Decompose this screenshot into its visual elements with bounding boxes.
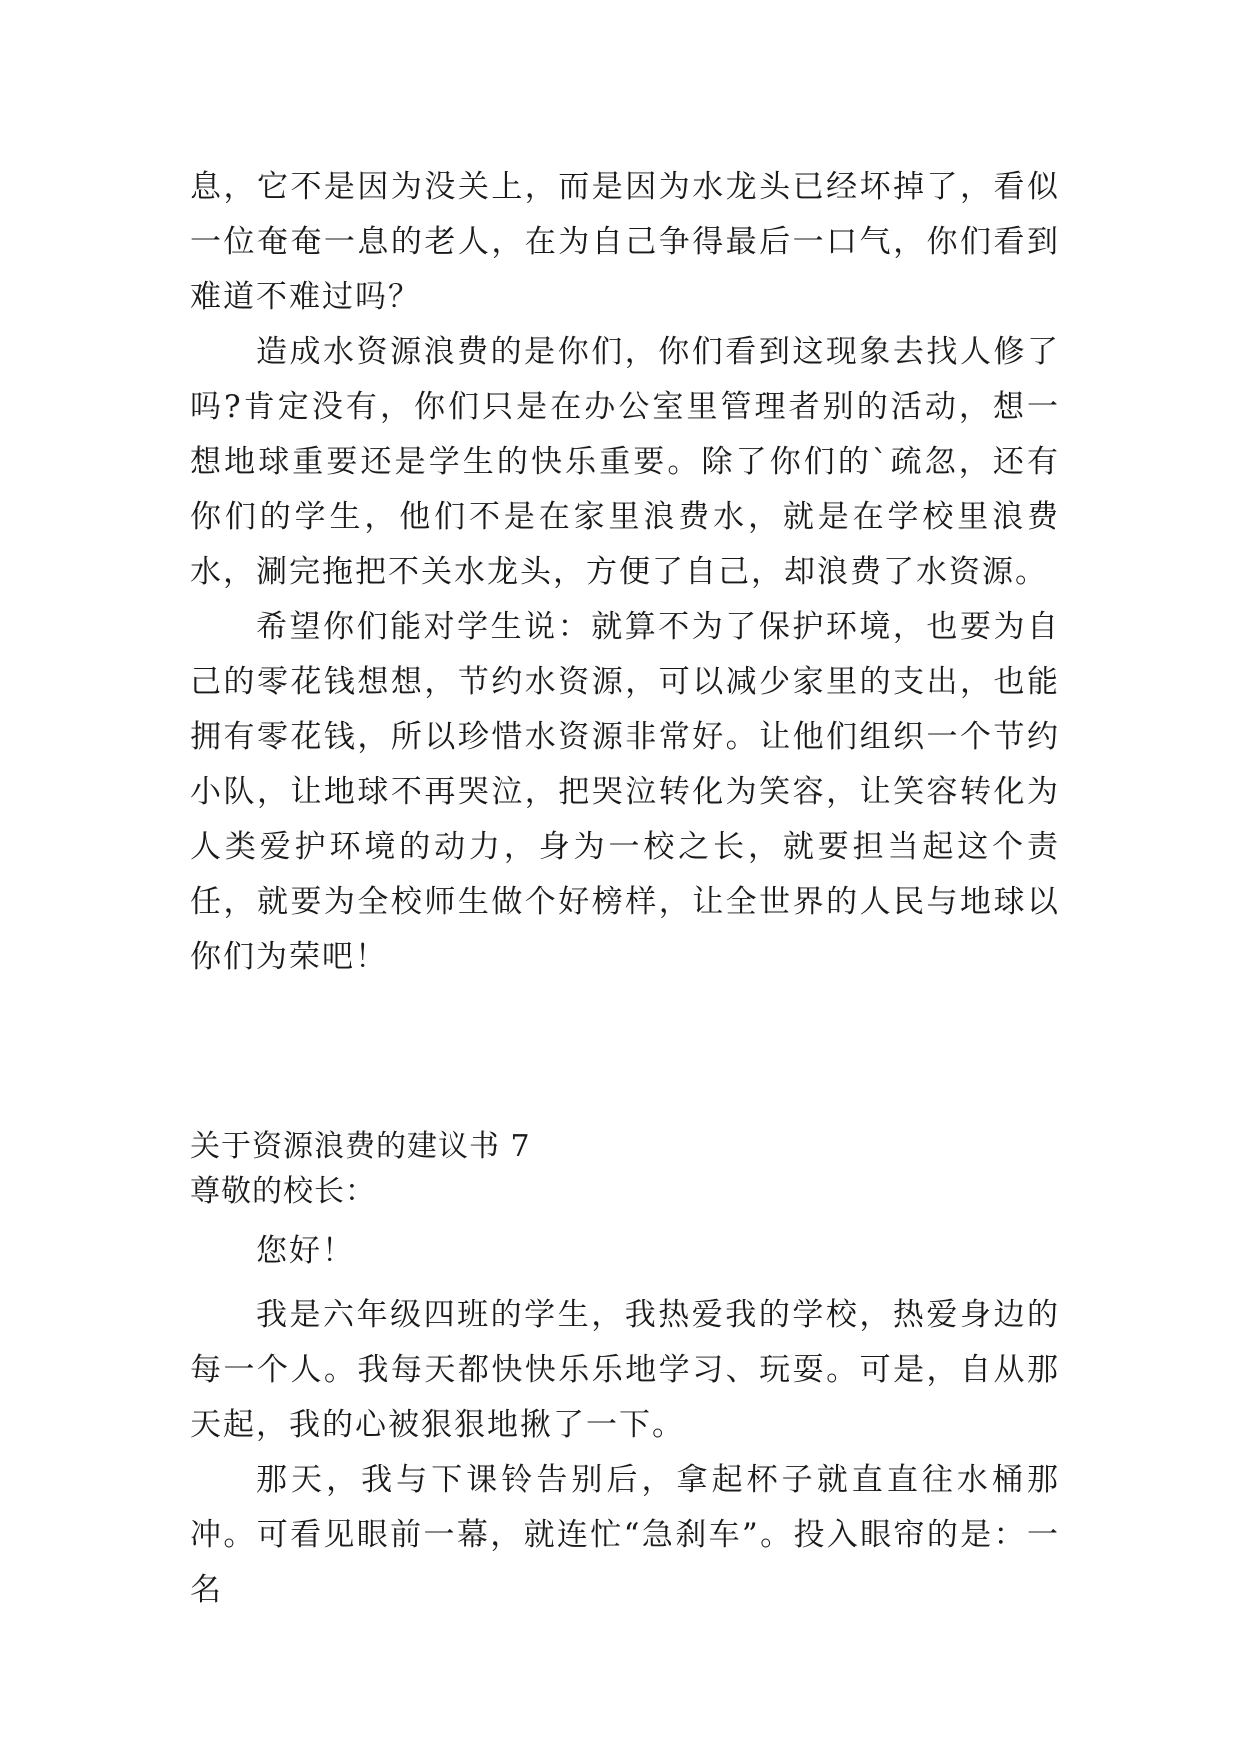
section-title: 关于资源浪费的建议书 7 [190,1129,531,1164]
salutation: 尊敬的校长： [190,1174,376,1209]
letter-body-continued [190,160,1060,985]
paragraph: 我是六年级四班的学生，我热爱我的学校，热爱身边的每一个人。我每天都快快乐乐地学习、玩耍。可是，自从那天起，我的心被狠狠地揪了一下。 [190,1297,1060,1443]
paragraph: 那天，我与下课铃告别后，拿起杯子就直直往水桶那冲。可看见眼前一幕，就连忙“急刹车”。投入眼帘的是：一名 [190,1462,1060,1608]
paragraph: 希望你们能对学生说：就算不为了保护环境，也要为自己的零花钱想想，节约水资源，可以减少家里的支出，也能拥有零花钱，所以珍惜水资源非常好。让他们组织一个节约小队，让地球不再哭泣，把哭泣转化为笑容，让笑容转化为人类爱护环境的动力，身为一校之长，就要担当起这个责任，就要为全校师生做个好榜样，让全世界的人民与地球以你们为荣吧！ [190,609,1060,975]
greeting: 您好！ [256,1233,355,1269]
paragraph: 息，它不是因为没关上，而是因为水龙头已经坏掉了，看似一位奄奄一息的老人，在为自己争得最后一口气，你们看到难道不难过吗？ [190,169,1060,315]
paragraph: 造成水资源浪费的是你们，你们看到这现象去找人修了吗?肯定没有，你们只是在办公室里管理者别的活动，想一想地球重要还是学生的快乐重要。除了你们的`疏忽，还有你们的学生，他们不是在家里浪费水，就是在学校里浪费水，涮完拖把不关水龙头，方便了自己，却浪费了水资源。 [190,334,1060,590]
letter-body [190,1288,1060,1618]
